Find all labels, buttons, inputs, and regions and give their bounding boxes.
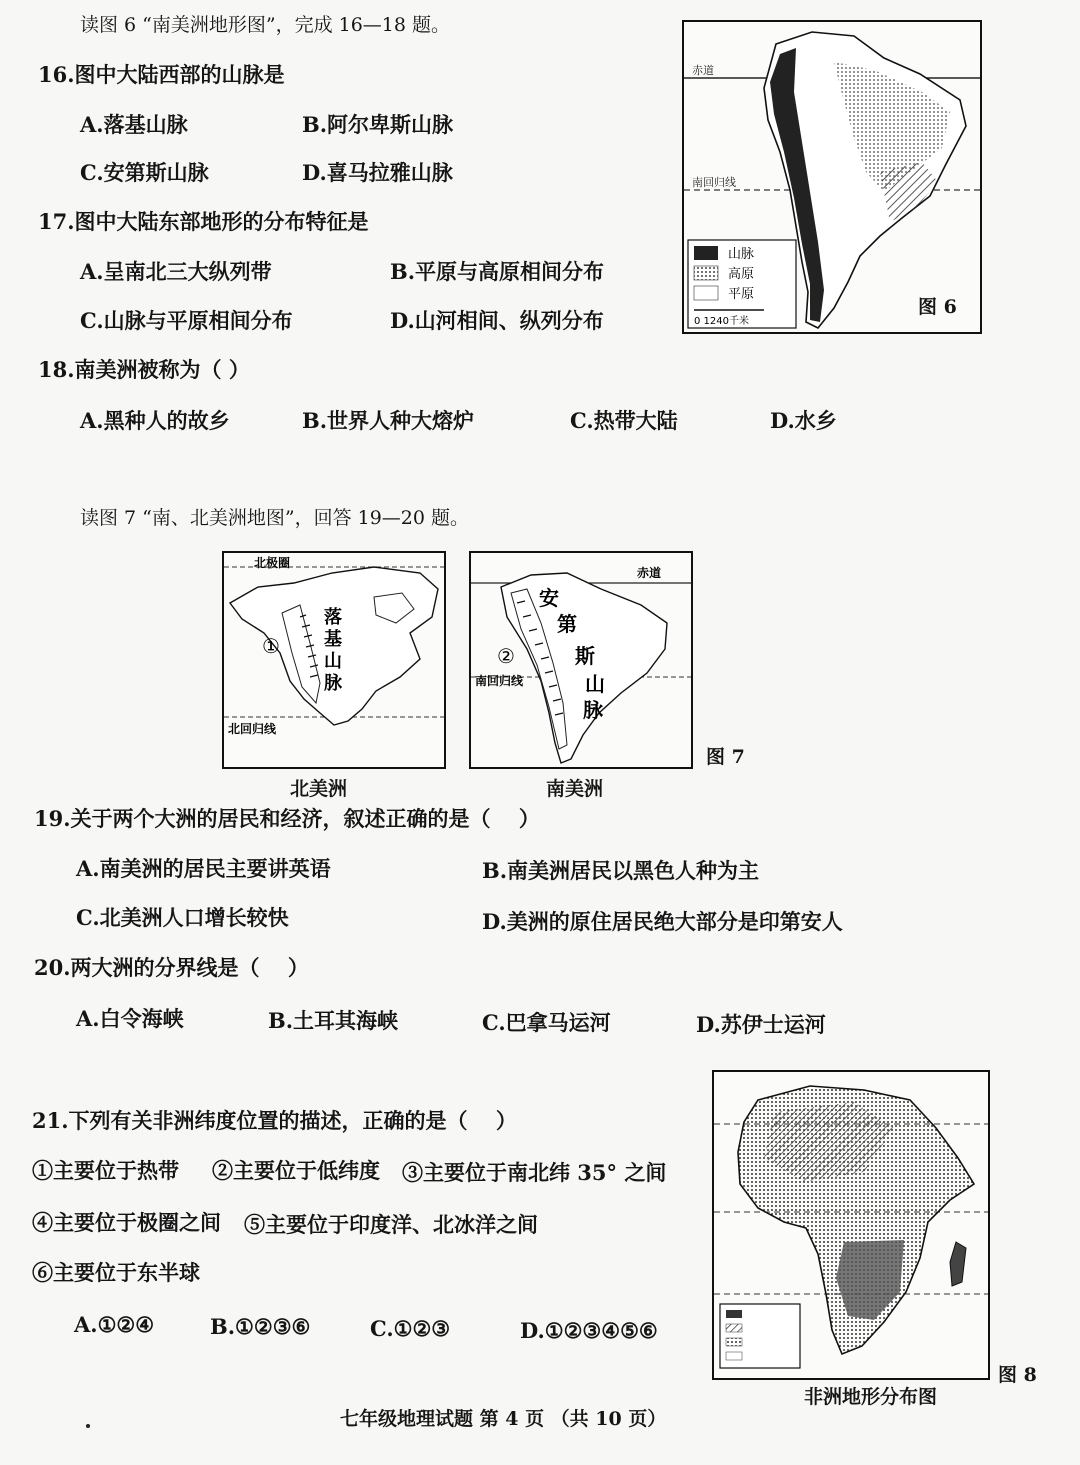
q21-statement-3: ③主要位于南北纬 35° 之间	[402, 1160, 667, 1185]
q16-option-c[interactable]: C.安第斯山脉	[80, 160, 209, 185]
south-america-caption: 南美洲	[546, 778, 604, 800]
figure8-caption: 图 8	[998, 1364, 1037, 1386]
q19-option-a[interactable]: A.南美洲的居民主要讲英语	[76, 856, 331, 881]
sa-region-marker: ②	[497, 644, 515, 668]
footer-mark	[86, 1424, 90, 1428]
q17-option-d[interactable]: D.山河相间、纵列分布	[390, 308, 604, 333]
section1-intro: 读图 6 “南美洲地形图”，完成 16—18 题。	[80, 14, 451, 36]
q19-option-b[interactable]: B.南美洲居民以黑色人种为主	[482, 858, 760, 883]
q20-option-c[interactable]: C.巴拿马运河	[482, 1010, 611, 1035]
q21-statement-2: ②主要位于低纬度	[212, 1158, 380, 1183]
figure6-caption: 图 6	[918, 296, 957, 318]
figure8-africa-map	[712, 1070, 990, 1380]
q20-option-a[interactable]: A.白令海峡	[76, 1006, 184, 1031]
fig7-tropic-label: 南回归线	[475, 674, 524, 688]
q16-stem: 16.图中大陆西部的山脉是	[38, 62, 285, 87]
q17-option-c[interactable]: C.山脉与平原相间分布	[80, 308, 293, 333]
africa-map-svg	[714, 1072, 988, 1378]
q21-option-b[interactable]: B.①②③⑥	[210, 1314, 311, 1339]
q18-option-c[interactable]: C.热带大陆	[570, 408, 678, 433]
figure6-scale-label: 0 1240千米	[694, 316, 749, 327]
legend-swatch-mountain	[694, 246, 718, 260]
legend-label-mountain: 山脉	[728, 247, 755, 262]
andes-char-5: 脉	[583, 698, 603, 722]
q19-option-d[interactable]: D.美洲的原住居民绝大部分是印第安人	[482, 909, 843, 934]
fig7-equator-label: 赤道	[637, 566, 662, 580]
q17-option-b[interactable]: B.平原与高原相间分布	[390, 259, 605, 284]
figure6-south-america-map	[682, 20, 982, 334]
arctic-circle-label: 北极圈	[254, 556, 291, 570]
q21-statement-4: ④主要位于极圈之间	[32, 1210, 221, 1235]
q21-option-c[interactable]: C.①②③	[370, 1316, 451, 1341]
legend-swatch-plain	[694, 286, 718, 300]
q20-stem: 20.两大洲的分界线是（ ）	[34, 955, 309, 980]
andes-char-2: 第	[557, 612, 577, 636]
figure8-title: 非洲地形分布图	[804, 1386, 938, 1408]
south-america-svg	[471, 553, 691, 767]
north-america-caption: 北美洲	[290, 778, 348, 800]
q21-stem: 21.下列有关非洲纬度位置的描述，正确的是（ ）	[32, 1108, 517, 1133]
north-america-svg	[224, 553, 444, 767]
q21-statement-6: ⑥主要位于东半球	[32, 1260, 200, 1285]
legend-swatch-plateau	[694, 266, 718, 280]
legend-label-plateau: 高原	[728, 267, 755, 282]
q21-statement-5: ⑤主要位于印度洋、北冰洋之间	[244, 1212, 538, 1237]
tropic-of-cancer-label: 北回归线	[228, 722, 277, 736]
q17-stem: 17.图中大陆东部地形的分布特征是	[38, 209, 369, 234]
figure7-north-america-map	[222, 551, 446, 769]
andes-char-1: 安	[539, 586, 559, 610]
section2-intro: 读图 7 “南、北美洲地图”，回答 19—20 题。	[80, 507, 470, 529]
q20-option-d[interactable]: D.苏伊士运河	[696, 1012, 826, 1037]
q21-option-d[interactable]: D.①②③④⑤⑥	[520, 1318, 658, 1343]
q18-option-d[interactable]: D.水乡	[770, 408, 837, 433]
q16-option-a[interactable]: A.落基山脉	[80, 112, 188, 137]
q19-option-c[interactable]: C.北美洲人口增长较快	[76, 905, 289, 930]
page-footer: 七年级地理试题 第 4 页 （共 10 页）	[340, 1408, 667, 1430]
rockies-char-1: 落	[324, 607, 342, 628]
rockies-char-3: 山	[324, 651, 342, 672]
rockies-char-2: 基	[324, 629, 342, 650]
q16-option-d[interactable]: D.喜马拉雅山脉	[302, 160, 453, 185]
q18-stem: 18.南美洲被称为（ ）	[38, 357, 250, 382]
figure6-equator-label: 赤道	[692, 64, 714, 77]
q21-statement-1: ①主要位于热带	[32, 1158, 179, 1183]
q18-option-a[interactable]: A.黑种人的故乡	[80, 408, 230, 433]
q20-option-b[interactable]: B.土耳其海峡	[268, 1008, 399, 1033]
rockies-char-4: 脉	[324, 673, 342, 694]
andes-char-3: 斯	[575, 644, 595, 668]
na-region-marker: ①	[262, 634, 280, 658]
legend-label-plain: 平原	[728, 287, 755, 302]
figure6-map-svg	[684, 22, 980, 332]
andes-char-4: 山	[585, 672, 605, 696]
figure6-tropic-label: 南回归线	[692, 176, 736, 189]
q21-option-a[interactable]: A.①②④	[74, 1312, 155, 1337]
figure7-south-america-map	[469, 551, 693, 769]
q16-option-b[interactable]: B.阿尔卑斯山脉	[302, 112, 454, 137]
q19-stem: 19.关于两个大洲的居民和经济，叙述正确的是（ ）	[34, 806, 540, 831]
figure7-caption: 图 7	[706, 746, 745, 768]
q17-option-a[interactable]: A.呈南北三大纵列带	[80, 259, 272, 284]
q18-option-b[interactable]: B.世界人种大熔炉	[302, 408, 475, 433]
